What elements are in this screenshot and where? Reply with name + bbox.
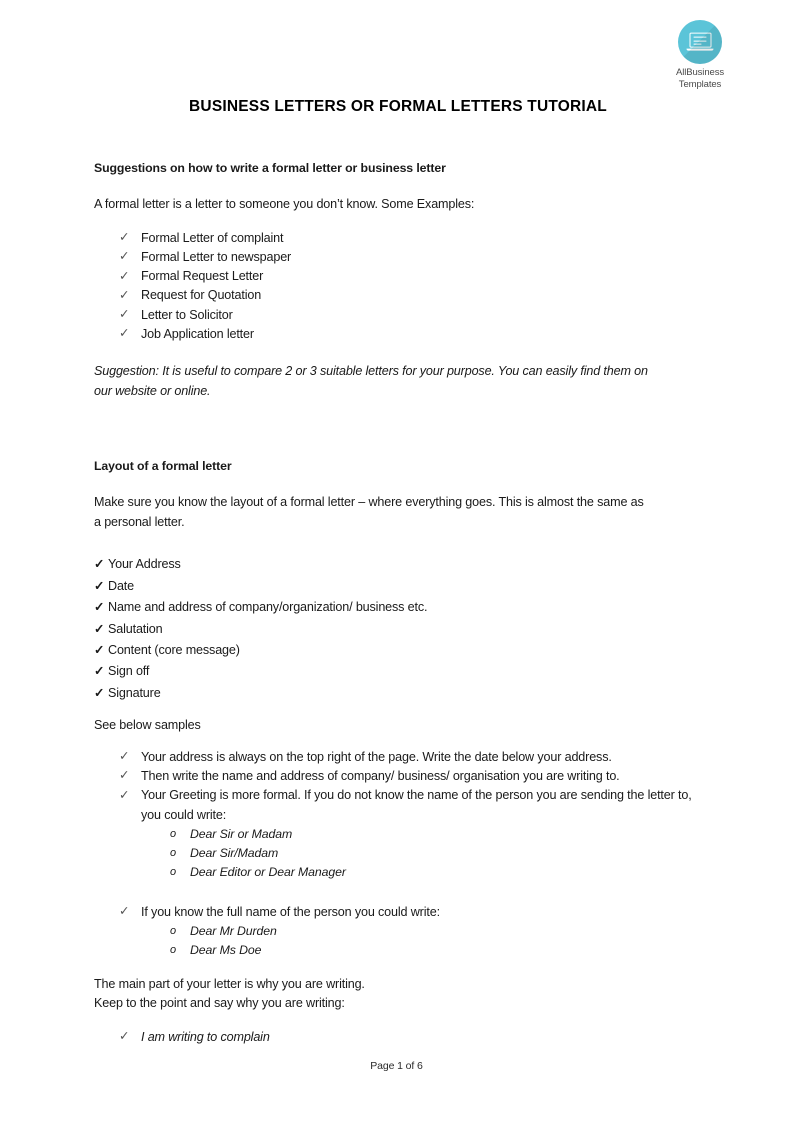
list-item — [94, 863, 702, 882]
check-icon: ✓ — [119, 787, 130, 802]
list-item — [94, 941, 702, 960]
list-item — [94, 554, 702, 575]
circle-bullet-icon: o — [170, 866, 177, 879]
complain-list — [94, 1028, 702, 1047]
list-item-label: Formal Letter to newspaper — [141, 249, 292, 264]
check-icon: ✓ — [94, 557, 105, 572]
circle-bullet-icon: o — [170, 847, 177, 860]
examples-list — [94, 229, 702, 345]
circle-bullet-icon: o — [170, 827, 177, 840]
layout-intro-line-1: Make sure you know the layout of a formal letter – where everything goes. This is almost the same as — [94, 495, 644, 510]
list-item — [94, 286, 702, 305]
check-icon: ✓ — [119, 307, 130, 322]
list-item — [94, 683, 702, 704]
circle-bullet-icon: o — [170, 925, 177, 937]
list-item — [94, 1028, 702, 1047]
list-item — [94, 597, 702, 618]
list-item — [94, 767, 702, 786]
check-icon: ✓ — [119, 230, 130, 244]
list-item-label: Dear Editor or Dear Manager — [190, 865, 346, 880]
check-icon: ✓ — [119, 287, 130, 302]
list-item — [94, 576, 702, 597]
list-item — [94, 619, 702, 640]
check-icon: ✓ — [94, 600, 105, 615]
list-item-label: Signature — [108, 685, 161, 700]
list-item-label: Request for Quotation — [141, 288, 262, 303]
list-item-label: Your Address — [108, 557, 181, 572]
list-item-label: Dear Mr Durden — [190, 924, 277, 938]
list-item-label: Sign off — [108, 664, 150, 679]
list-item — [94, 306, 702, 325]
list-item — [94, 786, 702, 825]
samples-list — [94, 748, 702, 825]
list-item-label: Then write the name and address of company/ business/ organisation you are writing to. — [141, 768, 620, 783]
section-heading-layout: Layout of a formal letter — [94, 459, 232, 474]
list-item-label: Dear Sir or Madam — [190, 826, 293, 841]
intro-paragraph: A formal letter is a letter to someone you don’t know. Some Examples: — [94, 197, 475, 211]
check-icon: ✓ — [119, 268, 130, 283]
list-item-label: Formal Request Letter — [141, 269, 264, 284]
list-item-label: Content (core message) — [108, 642, 240, 657]
list-item-label: Name and address of company/organization/ business etc. — [108, 600, 428, 615]
document-content — [94, 0, 702, 1047]
greeting-options-list — [94, 825, 702, 883]
check-icon: ✓ — [94, 621, 105, 636]
full-name-list — [94, 903, 702, 922]
circle-bullet-icon: o — [170, 944, 177, 957]
list-item-label: If you know the full name of the person you could write: — [141, 904, 440, 919]
list-item-label: I am writing to complain — [141, 1029, 270, 1044]
page-title: BUSINESS LETTERS OR FORMAL LETTERS TUTORIAL — [189, 98, 607, 115]
check-icon: ✓ — [119, 768, 130, 783]
check-icon: ✓ — [119, 749, 130, 764]
list-item — [94, 748, 702, 767]
full-name-options-list — [94, 922, 702, 961]
list-item-label: Your Greeting is more formal. If you do not know the name of the person you are sending the letter to, you could write: — [141, 788, 692, 822]
main-part-line-2: Keep to the point and say why you are writing: — [94, 996, 345, 1011]
page-footer: Page 1 of 6 — [370, 1060, 423, 1072]
list-item-label: Your address is always on the top right of the page. Write the date below your address. — [141, 749, 612, 764]
check-icon: ✓ — [119, 904, 130, 919]
check-icon: ✓ — [119, 326, 130, 341]
list-item — [94, 640, 702, 661]
list-item — [94, 844, 702, 863]
check-icon: ✓ — [119, 249, 130, 264]
check-icon: ✓ — [94, 642, 105, 657]
suggestion-line-2: our website or online. — [94, 383, 211, 398]
layout-intro-line-2: a personal letter. — [94, 514, 185, 529]
list-item — [94, 229, 702, 248]
logo-text-line2: Templates — [678, 78, 722, 90]
list-item-label: Date — [108, 578, 135, 593]
check-icon: ✓ — [119, 1029, 130, 1044]
list-item-label: Letter to Solicitor — [141, 307, 233, 322]
main-part-line-1: The main part of your letter is why you are writing. — [94, 976, 365, 991]
check-icon: ✓ — [94, 685, 105, 700]
list-item-label: Dear Sir/Madam — [190, 846, 279, 861]
list-item — [94, 825, 702, 844]
list-item — [94, 903, 702, 922]
layout-items-list — [94, 554, 702, 704]
check-icon: ✓ — [94, 578, 105, 593]
section-heading-suggestions: Suggestions on how to write a formal letter or business letter — [94, 161, 446, 175]
logo-text-line1: AllBusiness — [675, 67, 724, 78]
check-icon: ✓ — [94, 664, 105, 679]
see-below-samples-text: See below samples — [94, 718, 201, 733]
list-item-label: Dear Ms Doe — [190, 943, 262, 958]
list-item — [94, 267, 702, 286]
suggestion-line-1: Suggestion: It is useful to compare 2 or 3 suitable letters for your purpose. You can easily find them on — [94, 364, 648, 379]
list-item-label: Job Application letter — [141, 326, 254, 341]
list-item-label: Formal Letter of complaint — [141, 230, 284, 245]
list-item — [94, 248, 702, 267]
list-item — [94, 325, 702, 344]
list-item — [94, 922, 702, 941]
list-item-label: Salutation — [108, 621, 163, 636]
list-item — [94, 661, 702, 682]
